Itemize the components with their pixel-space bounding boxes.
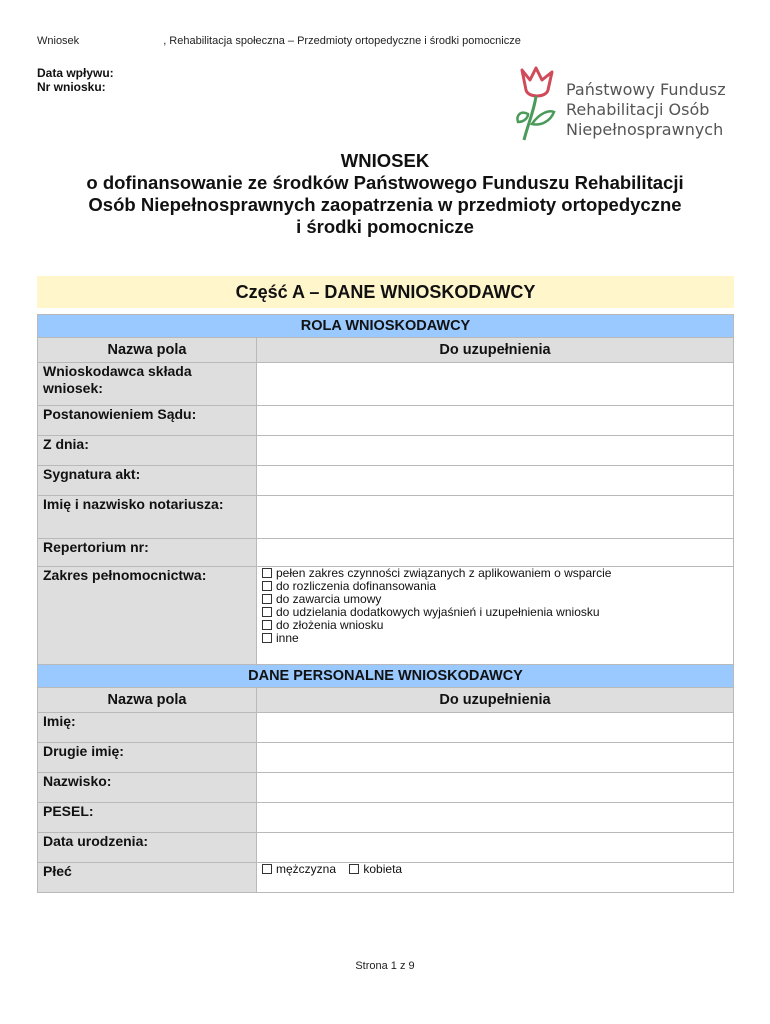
checkbox[interactable] — [262, 607, 272, 617]
wnioskodawca-sklada-field[interactable] — [257, 363, 734, 406]
logo-line-3: Niepełnosprawnych — [566, 120, 724, 139]
column-header-value: Do uzupełnienia — [257, 688, 734, 713]
header-left: Wniosek — [37, 35, 80, 47]
option-label: mężczyzna — [276, 862, 337, 876]
option-label: kobieta — [363, 862, 403, 876]
rola-table — [37, 314, 734, 893]
part-a-heading: Część A – DANE WNIOSKODAWCY — [37, 276, 734, 308]
column-header-name: Nazwa pola — [38, 338, 257, 363]
plec-option-male[interactable] — [262, 862, 336, 876]
page-number: Strona 1 z 9 — [355, 960, 415, 972]
header-right: , Rehabilitacja społeczna – Przedmioty ortopedyczne i środki pomocnicze — [163, 35, 521, 47]
zakres-options — [257, 567, 734, 665]
field-label: Drugie imię: — [38, 743, 257, 773]
checkbox[interactable] — [262, 620, 272, 630]
field-label: PESEL: — [38, 803, 257, 833]
plec-option-female[interactable] — [349, 862, 402, 876]
field-label: Zakres pełnomocnictwa: — [38, 567, 257, 665]
field-label: Nazwisko: — [38, 773, 257, 803]
pesel-field[interactable] — [257, 803, 734, 833]
checkbox[interactable] — [262, 633, 272, 643]
z-dnia-field[interactable] — [257, 436, 734, 466]
option-label: pełen zakres czynności związanych z aplikowaniem o wsparcie — [276, 566, 612, 580]
nazwisko-field[interactable] — [257, 773, 734, 803]
checkbox[interactable] — [349, 864, 359, 874]
sygnatura-akt-field[interactable] — [257, 466, 734, 496]
document-title — [0, 150, 770, 238]
zakres-option[interactable] — [262, 632, 728, 645]
data-urodzenia-field[interactable] — [257, 833, 734, 863]
zakres-option[interactable] — [262, 619, 728, 632]
title-line-4: i środki pomocnicze — [296, 216, 474, 237]
field-label: Płeć — [38, 863, 257, 893]
field-label: Wnioskodawca składa wniosek: — [38, 363, 257, 406]
option-label: do złożenia wniosku — [276, 618, 384, 632]
field-label: Postanowieniem Sądu: — [38, 406, 257, 436]
column-header-value: Do uzupełnienia — [257, 338, 734, 363]
logo-text — [566, 80, 726, 140]
title-line-2: o dofinansowanie ze środków Państwowego Funduszu Rehabilitacji — [86, 172, 684, 193]
option-label: do udzielania dodatkowych wyjaśnień i uzupełnienia wniosku — [276, 605, 600, 619]
postanowienie-sadu-field[interactable] — [257, 406, 734, 436]
checkbox[interactable] — [262, 581, 272, 591]
field-label: Imię i nazwisko notariusza: — [38, 496, 257, 539]
column-header-name: Nazwa pola — [38, 688, 257, 713]
tulip-icon — [514, 66, 562, 144]
option-label: do zawarcia umowy — [276, 592, 382, 606]
option-label: do rozliczenia dofinansowania — [276, 579, 437, 593]
document-header — [37, 35, 521, 47]
field-label: Z dnia: — [38, 436, 257, 466]
notariusz-field[interactable] — [257, 496, 734, 539]
imie-field[interactable] — [257, 713, 734, 743]
field-label: Repertorium nr: — [38, 539, 257, 567]
field-label: Imię: — [38, 713, 257, 743]
title-line-3: Osób Niepełnosprawnych zaopatrzenia w przedmioty ortopedyczne — [88, 194, 682, 215]
field-label: Sygnatura akt: — [38, 466, 257, 496]
checkbox[interactable] — [262, 594, 272, 604]
checkbox[interactable] — [262, 864, 272, 874]
repertorium-field[interactable] — [257, 539, 734, 567]
field-label: Data urodzenia: — [38, 833, 257, 863]
rola-section-header: ROLA WNIOSKODAWCY — [38, 315, 734, 338]
plec-options — [257, 863, 734, 893]
logo-line-1: Państwowy Fundusz — [566, 80, 726, 99]
title-line-1: WNIOSEK — [340, 150, 430, 171]
pfron-logo — [514, 66, 744, 146]
meta-fields — [37, 66, 114, 94]
logo-line-2: Rehabilitacji Osób — [566, 100, 710, 119]
dane-section-header: DANE PERSONALNE WNIOSKODAWCY — [38, 665, 734, 688]
drugie-imie-field[interactable] — [257, 743, 734, 773]
option-label: inne — [276, 631, 299, 645]
nr-wniosku-label: Nr wniosku: — [37, 80, 106, 94]
checkbox[interactable] — [262, 568, 272, 578]
data-wplywu-label: Data wpływu: — [37, 66, 114, 80]
